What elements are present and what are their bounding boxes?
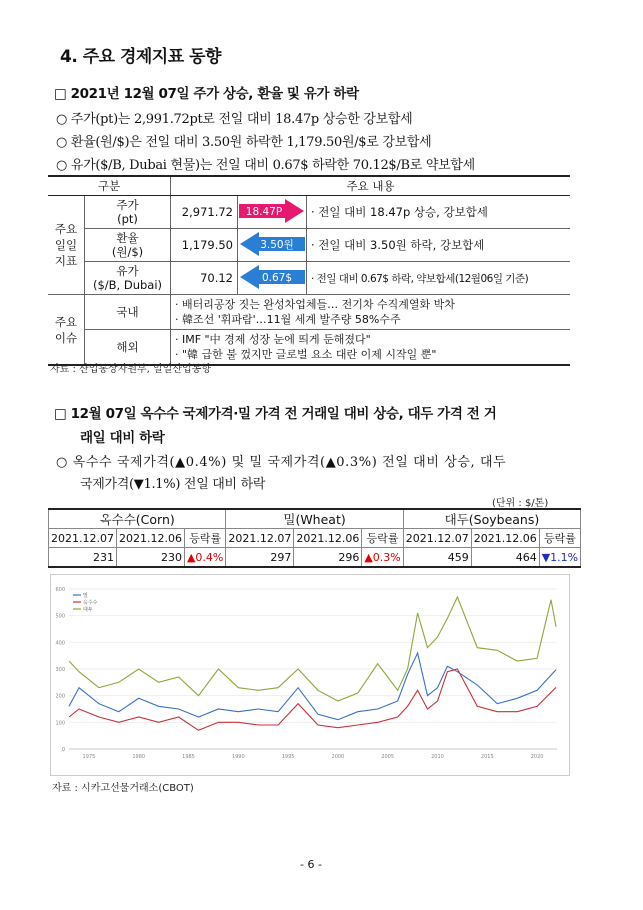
section1-bullet-oil: ○ 유가($/B, Dubai 현물)는 전일 대비 0.67$ 하락한 70.12$/B로 약보합세 xyxy=(56,158,475,173)
table1-row-stock-desc: · 전일 대비 18.47p 상승, 강보합세 xyxy=(307,196,571,229)
y-tick-label: 600 xyxy=(55,587,65,593)
table1-group-issues: 주요 이슈 xyxy=(48,295,85,366)
arrow-label: 0.67$ xyxy=(261,271,293,284)
section1-title: □ 2021년 12월 07일 주가 상승, 환율 및 유가 하락 xyxy=(54,86,359,102)
x-tick-label: 1980 xyxy=(132,754,146,760)
issue-line: · 배터리공장 짓는 완성차업체들… 전기차 수직계열화 박차 xyxy=(175,298,455,311)
soy-prev: 464 xyxy=(471,548,539,568)
x-tick-label: 1990 xyxy=(231,754,245,760)
x-tick-label: 1985 xyxy=(182,754,195,760)
section2-title-line2: 래일 대비 하락 xyxy=(80,430,165,446)
page-heading: 4. 주요 경제지표 동향 xyxy=(60,47,221,67)
legend-label: 밀 xyxy=(83,593,88,599)
y-tick-label: 300 xyxy=(55,667,65,673)
col-date-today: 2021.12.07 xyxy=(226,529,294,548)
soy-today: 459 xyxy=(403,548,471,568)
section2-bullet-line2: 국제가격(▼1.1%) 전일 대비 하락 xyxy=(80,477,266,492)
table1-issue-global-lines xyxy=(171,330,571,366)
table2-group-corn: 옥수수(Corn) xyxy=(49,509,226,529)
table1-head-content: 주요 내용 xyxy=(171,176,571,196)
col-date-today: 2021.12.07 xyxy=(49,529,117,548)
oil-down-arrow-icon xyxy=(239,264,305,290)
section1-bullet-fx: ○ 환율(원/$)은 전일 대비 3.50원 하락한 1,179.50원/$로 강보합세 xyxy=(56,135,432,150)
table1-row-fx-name: 환율 (원/$) xyxy=(85,229,171,262)
table1-row-fx-desc: · 전일 대비 3.50원 하락, 강보합세 xyxy=(307,229,571,262)
corn-today: 231 xyxy=(49,548,117,568)
col-date-prev: 2021.12.06 xyxy=(471,529,539,548)
series-line-대두 xyxy=(69,597,556,701)
table1-head-category: 구분 xyxy=(48,176,171,196)
table2-unit: (단위 : $/톤) xyxy=(492,498,549,509)
grain-price-table xyxy=(48,508,581,568)
wheat-change: ▲0.3% xyxy=(362,548,403,568)
table2-group-soy: 대두(Soybeans) xyxy=(403,509,580,529)
table2-group-wheat: 밀(Wheat) xyxy=(226,509,403,529)
table1-group-daily: 주요 일일 지표 xyxy=(48,196,85,295)
table1-row-stock-value: 2,971.72 xyxy=(171,196,238,229)
table1-row-fx-value: 1,179.50 xyxy=(171,229,238,262)
indicator-table xyxy=(48,175,570,366)
y-tick-label: 500 xyxy=(55,613,65,620)
table1-row-stock-change xyxy=(238,196,307,229)
table1-row-fx-change xyxy=(238,229,307,262)
section1-bullet-stock: ○ 주가(pt)는 2,991.72pt로 전일 대비 18.47p 상승한 강보합세 xyxy=(56,112,413,127)
x-tick-label: 1975 xyxy=(82,754,96,760)
issue-line: · "韓 급한 불 껐지만 글로벌 요소 대란 이제 시작일 뿐" xyxy=(175,348,437,361)
grain-price-chart xyxy=(50,574,570,776)
table1-issue-domestic-name: 국내 xyxy=(85,295,171,330)
x-tick-label: 2020 xyxy=(530,754,544,760)
col-change: 등락률 xyxy=(539,529,580,548)
arrow-label: 3.50원 xyxy=(260,238,294,251)
x-tick-label: 2015 xyxy=(480,754,494,760)
corn-change: ▲0.4% xyxy=(184,548,225,568)
col-date-today: 2021.12.07 xyxy=(403,529,471,548)
fx-down-arrow-icon xyxy=(239,231,305,257)
section2-title-line1: □ 12월 07일 옥수수 국제가격·밀 가격 전 거래일 대비 상승, 대두 가격 전 거 xyxy=(54,406,497,422)
table1-row-oil-value: 70.12 xyxy=(171,262,238,295)
table1-row-oil-change xyxy=(238,262,307,295)
col-date-prev: 2021.12.06 xyxy=(294,529,362,548)
issue-line: · IMF "中 경제 성장 눈에 띄게 둔해졌다" xyxy=(175,333,371,346)
y-tick-label: 400 xyxy=(55,640,65,647)
x-tick-label: 2000 xyxy=(331,754,345,760)
y-tick-label: 0 xyxy=(61,747,65,753)
x-tick-label: 2005 xyxy=(381,754,395,760)
x-tick-label: 2010 xyxy=(431,754,444,760)
section2-bullet-line1: ○ 옥수수 국제가격(▲0.4%) 및 밀 국제가격(▲0.3%) 전일 대비 상승, 대두 xyxy=(56,455,507,470)
legend-label: 대두 xyxy=(83,607,93,613)
y-tick-label: 200 xyxy=(55,693,65,700)
chart-svg xyxy=(51,575,569,775)
series-line-밀 xyxy=(69,653,556,720)
wheat-prev: 296 xyxy=(294,548,362,568)
table1-row-stock-name: 주가 (pt) xyxy=(85,196,171,229)
col-change: 등락률 xyxy=(184,529,225,548)
issue-line: · 韓조선 '휘파람'…11월 세계 발주량 58%수주 xyxy=(175,313,401,326)
soy-change: ▼1.1% xyxy=(539,548,580,568)
table1-issue-global-name: 해외 xyxy=(85,330,171,366)
table1-source: 자료 : 산업통상자원부, 일일산업동향 xyxy=(50,364,211,375)
page-number: - 6 - xyxy=(300,858,322,871)
table1-issue-domestic-lines xyxy=(171,295,571,330)
table1-row-oil-name: 유가 ($/B, Dubai) xyxy=(85,262,171,295)
col-date-prev: 2021.12.06 xyxy=(116,529,184,548)
table1-row-oil-desc: · 전일 대비 0.67$ 하락, 약보합세(12월06일 기준) xyxy=(307,262,571,295)
legend-label: 옥수수 xyxy=(83,600,98,606)
y-tick-label: 100 xyxy=(55,720,65,727)
arrow-label: 18.47P xyxy=(245,205,283,218)
col-change: 등락률 xyxy=(362,529,403,548)
x-tick-label: 1995 xyxy=(281,754,295,760)
corn-prev: 230 xyxy=(116,548,184,568)
stock-up-arrow-icon xyxy=(239,198,305,224)
wheat-today: 297 xyxy=(226,548,294,568)
chart-source: 자료 : 시카고선물거래소(CBOT) xyxy=(52,783,194,794)
